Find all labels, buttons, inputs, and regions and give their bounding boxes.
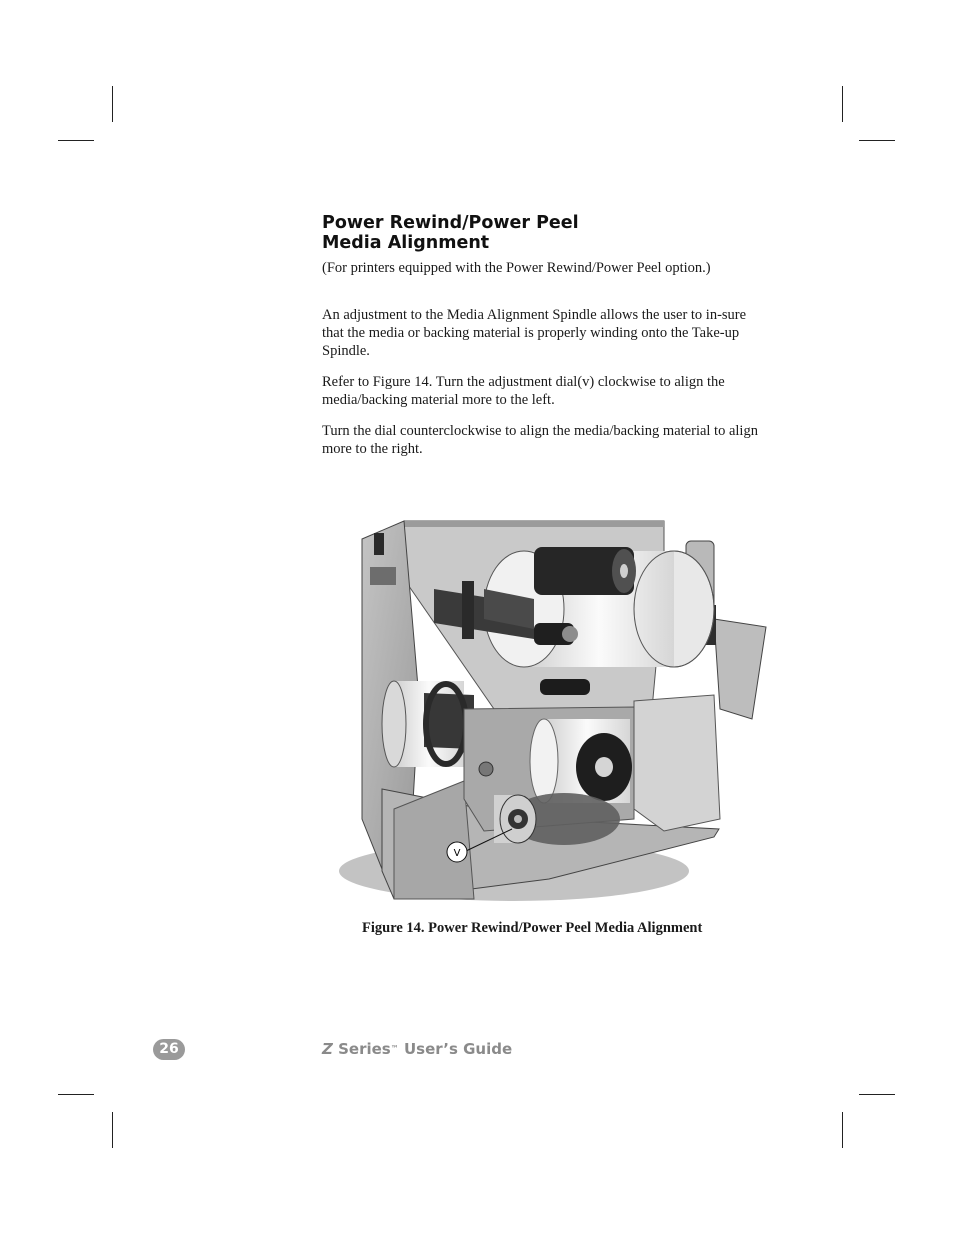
guide-title-rest: User’s Guide xyxy=(398,1040,513,1058)
guide-title xyxy=(322,1039,512,1060)
body-text xyxy=(322,306,762,471)
paragraph: An adjustment to the Media Alignment Spindle allows the user to in-sure that the media or backing material is properly winding onto the Take-up Spindle. xyxy=(322,307,747,359)
figure-caption: Figure 14. Power Rewind/Power Peel Media Alignment xyxy=(362,920,703,936)
paragraph: Refer to Figure 14. Turn the adjustment dial(v) clockwise to align the media/backing material more to the left. xyxy=(322,374,725,408)
callout-label: V xyxy=(453,848,461,859)
crop-mark xyxy=(112,86,113,122)
section-subtitle: (For printers equipped with the Power Rewind/Power Peel option.) xyxy=(322,260,711,276)
crop-mark xyxy=(58,140,94,141)
crop-mark xyxy=(859,1094,895,1095)
crop-mark xyxy=(112,1112,113,1148)
section-heading xyxy=(322,213,579,253)
printer-illustration xyxy=(334,519,768,911)
paragraph: Turn the dial counterclockwise to align the media/backing material to align more to the right. xyxy=(322,423,758,457)
heading-line-2: Media Alignment xyxy=(322,233,490,253)
crop-mark xyxy=(859,140,895,141)
trademark-symbol: ™ xyxy=(390,1044,399,1053)
crop-mark xyxy=(58,1094,94,1095)
printer-figure xyxy=(334,519,768,911)
crop-mark xyxy=(842,1112,843,1148)
guide-title-series: Series xyxy=(332,1040,391,1058)
guide-title-z: Z xyxy=(322,1040,333,1058)
page-number-badge: 26 xyxy=(153,1039,185,1060)
heading-line-1: Power Rewind/Power Peel xyxy=(322,213,579,233)
crop-mark xyxy=(842,86,843,122)
